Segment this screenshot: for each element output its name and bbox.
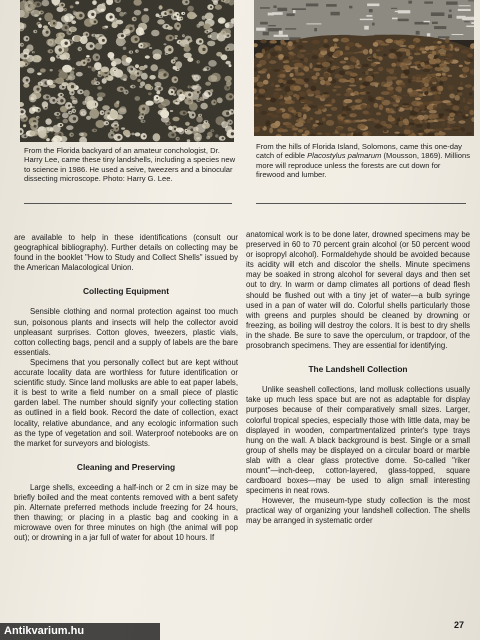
tiny-landshells-image [20, 0, 234, 142]
caption-left: From the Florida backyard of an amateur conchologist, Dr. Harry Lee, came these tiny landshells, including a species new to science in 1986. He used a seive, tweezers and a binocular dissecting microscope. Photo: Harry G. Lee. [24, 146, 236, 184]
photo-placostylus-catch [254, 0, 474, 136]
paragraph-clothing: Sensible clothing and normal protection against too much sun, poisonous plants and insects will help the collector avoid unpleasant surprises. Cotton gloves, tweezers, plastic vials, cotton collecting bags, pencil and a supply of labels are the bare essentials. [14, 307, 238, 357]
paragraph-museum-type: However, the museum-type study collection is the most practical way of organizing your landshell collection. The shells may be arranged in systematic order [246, 496, 470, 526]
paragraph-seashell-collections: Unlike seashell collections, land mollusk collections usually take up much less space but are not as adaptable for display purposes because of their comparatively small sizes. Larger, colorful tropical species, especially those with little data, may be displayed in wooden, compartmentalized printer's type trays hung on the wall. A black background is best. Single or a small group of shells may be displayed on a circular board or marble slab with a clear glass protective dome. So-called "riker mount"—inch-deep, cotton-layered, glass-topped, square cardboard boxes—may be used to align small interesting specimens in neat rows. [246, 385, 470, 496]
photo-tiny-landshells [20, 0, 234, 142]
heading-landshell-collection: The Landshell Collection [308, 364, 408, 375]
heading-cleaning-preserving: Cleaning and Preserving [76, 461, 176, 472]
placostylus-pile-image [254, 0, 474, 136]
page-number: 27 [453, 620, 464, 630]
caption-right [256, 142, 470, 180]
caption-right-text-2: (Mousson, 1869). Millions more will reproduce unless the forests are cut down for firewood and lumber. [256, 151, 471, 180]
paragraph-anatomical: anatomical work is to be done later, drowned specimens may be preserved in 60 to 70 percent grain alcohol (or 50 percent wood or isopropyl alcohol). Formaldehyde should be avoided because its acidity will etch and discolor the shells. Minute specimens may be soaked in strong alcohol for several days and then set out to dry. In warm or damp climates all portions of dead flesh should be flushed out with a tiny jet of water—a bulb syringe used in a pan of water will do. Colorful shells particularly those with greens and purples should be cleaned by drowning or freezing, as boiling will destroy the colors. It is best to dry shells in the shade. Be sure to save the operculum, or trapdoor, of the prosobranch specimens. They are essential for identifying. [246, 230, 470, 351]
paragraph-large-shells: Large shells, exceeding a half-inch or 2 cm in size may be briefly boiled and the meat contents removed with a bent safety pin. Alternate preferred methods include freezing for 24 hours, then thawing; or placing in a plastic bag and cooking in a microwave oven for three minutes on high (the animal will pop out); or drowning in a jar full of water for about 10 hours. If [14, 482, 238, 543]
paragraph-specimens: Specimens that you personally collect but are kept without accurate locality data are worthless for future identification or scientific study. Since land mollusks are able to eat paper labels, it is best to write a field number on a small piece of plastic garden label. The number should signify your collecting station as outlined in a field book. Record the date of collection, exact locality, relative abundance, and any ecologic information such as the type of vegetation and soil. Waterproof notebooks are on the market for surveyors and biologists. [14, 357, 238, 448]
caption-right-text-1: From the hills of Florida Island, Solomons, came this one-day catch of edible [256, 142, 462, 161]
caption-right-species: Placostylus palmarum [307, 151, 382, 161]
watermark-logo: Antikvarium.hu [0, 623, 160, 640]
left-column [14, 233, 238, 543]
right-column [246, 230, 470, 527]
caption-rule-left [24, 203, 232, 204]
heading-collecting-equipment: Collecting Equipment [82, 286, 170, 297]
paragraph-intro: are available to help in these identifications (consult our geographical bibliography). Further details on collecting may be found in the booklet "How to Study and Collect Shells" issued by the American Malacological Union. [14, 233, 238, 273]
caption-rule-right [256, 203, 466, 204]
